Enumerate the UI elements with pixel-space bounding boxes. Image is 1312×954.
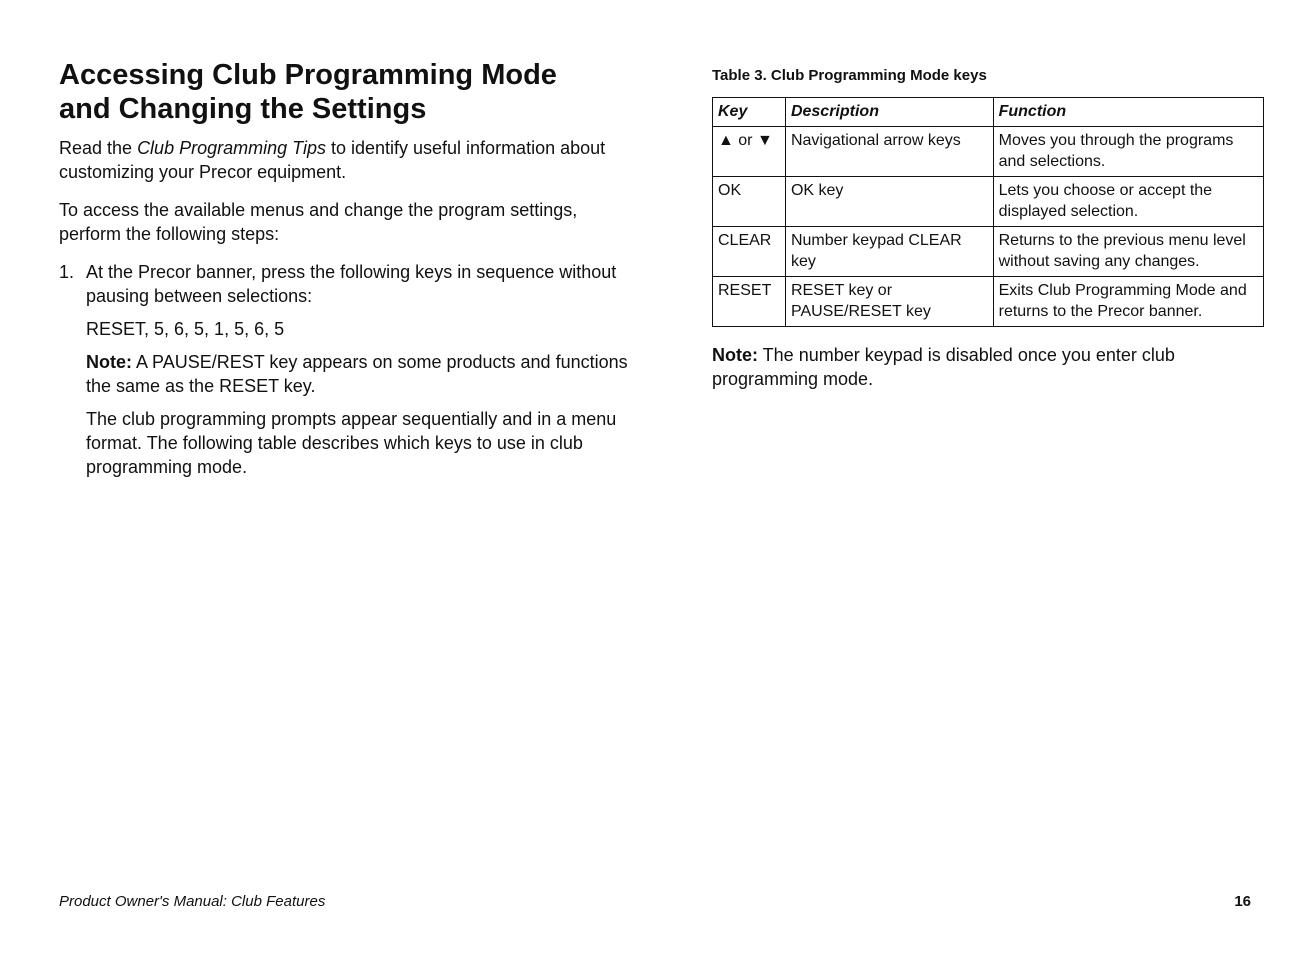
club-programming-keys-table xyxy=(712,97,1264,327)
table-note-text: The number keypad is disabled once you enter club programming mode. xyxy=(712,345,1175,389)
header-function: Function xyxy=(993,98,1263,127)
step-1 xyxy=(59,260,634,479)
header-key: Key xyxy=(713,98,786,127)
intro-paragraph-1 xyxy=(59,136,634,184)
key-sequence: RESET, 5, 6, 5, 1, 5, 6, 5 xyxy=(86,319,285,339)
footer-page-number: 16 xyxy=(1234,893,1251,910)
club-programming-tips-reference: Club Programming Tips xyxy=(137,138,326,158)
heading-line-2: and Changing the Settings xyxy=(59,93,427,125)
table-row xyxy=(713,177,1264,227)
step-number: 1. xyxy=(59,262,75,282)
cell-key: RESET xyxy=(713,277,786,327)
cell-key: CLEAR xyxy=(713,227,786,277)
table-note xyxy=(712,343,1264,391)
cell-description: Navigational arrow keys xyxy=(785,127,993,177)
table-row xyxy=(713,127,1264,177)
cell-key: ▲ or ▼ xyxy=(713,127,786,177)
intro-p1-pre: Read the xyxy=(59,138,138,158)
cell-function: Moves you through the programs and selections. xyxy=(993,127,1263,177)
section-heading xyxy=(59,58,634,126)
note-label: Note: xyxy=(86,352,132,372)
step-instruction: At the Precor banner, press the following keys in sequence without pausing between selections: xyxy=(86,262,617,306)
table-caption: Table 3. Club Programming Mode keys xyxy=(712,67,987,84)
note-text: A PAUSE/REST key appears on some products and functions the same as the RESET key. xyxy=(86,352,628,396)
table-row xyxy=(713,227,1264,277)
cell-description: RESET key or PAUSE/RESET key xyxy=(785,277,993,327)
cell-description: OK key xyxy=(785,177,993,227)
step-followup: The club programming prompts appear sequentially and in a menu format. The following table describes which keys to use in club programming mode. xyxy=(86,409,617,477)
step-note xyxy=(86,350,634,398)
right-column xyxy=(712,66,1264,391)
cell-function: Lets you choose or accept the displayed selection. xyxy=(993,177,1263,227)
heading-line-1: Accessing Club Programming Mode xyxy=(59,59,557,91)
cell-function: Returns to the previous menu level without saving any changes. xyxy=(993,227,1263,277)
table-header-row xyxy=(713,98,1264,127)
cell-function: Exits Club Programming Mode and returns to the Precor banner. xyxy=(993,277,1263,327)
cell-key: OK xyxy=(713,177,786,227)
intro-paragraph-2: To access the available menus and change the program settings, perform the following steps: xyxy=(59,200,578,244)
intro-p1-post: to identify useful information about customizing your Precor equipment. xyxy=(59,138,606,182)
left-column xyxy=(59,58,634,488)
header-description: Description xyxy=(785,98,993,127)
footer-manual-title: Product Owner's Manual: Club Features xyxy=(59,893,326,910)
table-note-label: Note: xyxy=(712,345,758,365)
table-row xyxy=(713,277,1264,327)
cell-description: Number keypad CLEAR key xyxy=(785,227,993,277)
